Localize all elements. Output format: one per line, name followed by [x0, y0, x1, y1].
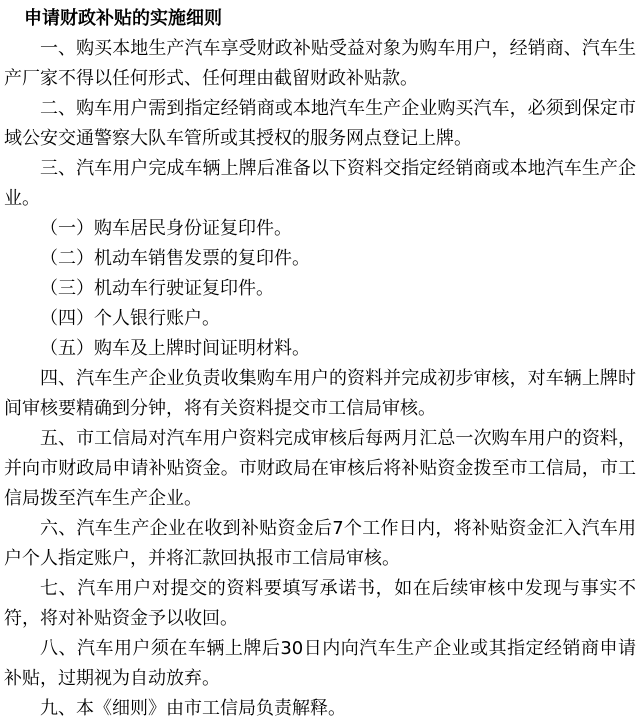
list-item-1: （一）购车居民身份证复印件。 [40, 218, 292, 239]
list-item-2: （二）机动车销售发票的复印件。 [40, 248, 310, 269]
paragraph-5: 五、市工信局对汽车用户资料完成审核后每两月汇总一次购车用户的资料，并向市财政局申请补贴资金。市财政局在审核后将补贴资金拨至市工信局，市工信局拨至汽车生产企业。 [4, 428, 636, 509]
paragraph-4: 四、汽车生产企业负责收集购车用户的资料并完成初步审核，对车辆上牌时间审核要精确到分钟，将有关资料提交市工信局审核。 [4, 368, 636, 419]
paragraph-7: 七、汽车用户对提交的资料要填写承诺书，如在后续审核中发现与事实不符，将对补贴资金予以收回。 [4, 578, 636, 629]
paragraph-9: 九、本《细则》由市工信局负责解释。 [40, 698, 346, 719]
list-item-4: （四）个人银行账户。 [40, 308, 220, 329]
document-title: 申请财政补贴的实施细则 [24, 8, 222, 29]
list-item-5: （五）购车及上牌时间证明材料。 [40, 338, 310, 359]
paragraph-6: 六、汽车生产企业在收到补贴资金后7个工作日内，将补贴资金汇入汽车用户个人指定账户，并将汇款回执报市工信局审核。 [4, 518, 636, 569]
paragraph-1: 一、购买本地生产汽车享受财政补贴受益对象为购车用户，经销商、汽车生产厂家不得以任何形式、任何理由截留财政补贴款。 [4, 38, 636, 89]
paragraph-8: 八、汽车用户须在车辆上牌后30日内向汽车生产企业或其指定经销商申请补贴，过期视为自动放弃。 [4, 638, 636, 689]
paragraph-2: 二、购车用户需到指定经销商或本地汽车生产企业购买汽车，必须到保定市域公安交通警察大队车管所或其授权的服务网点登记上牌。 [4, 98, 636, 149]
paragraph-3: 三、汽车用户完成车辆上牌后准备以下资料交指定经销商或本地汽车生产企业。 [4, 158, 636, 209]
list-item-3: （三）机动车行驶证复印件。 [40, 278, 274, 299]
